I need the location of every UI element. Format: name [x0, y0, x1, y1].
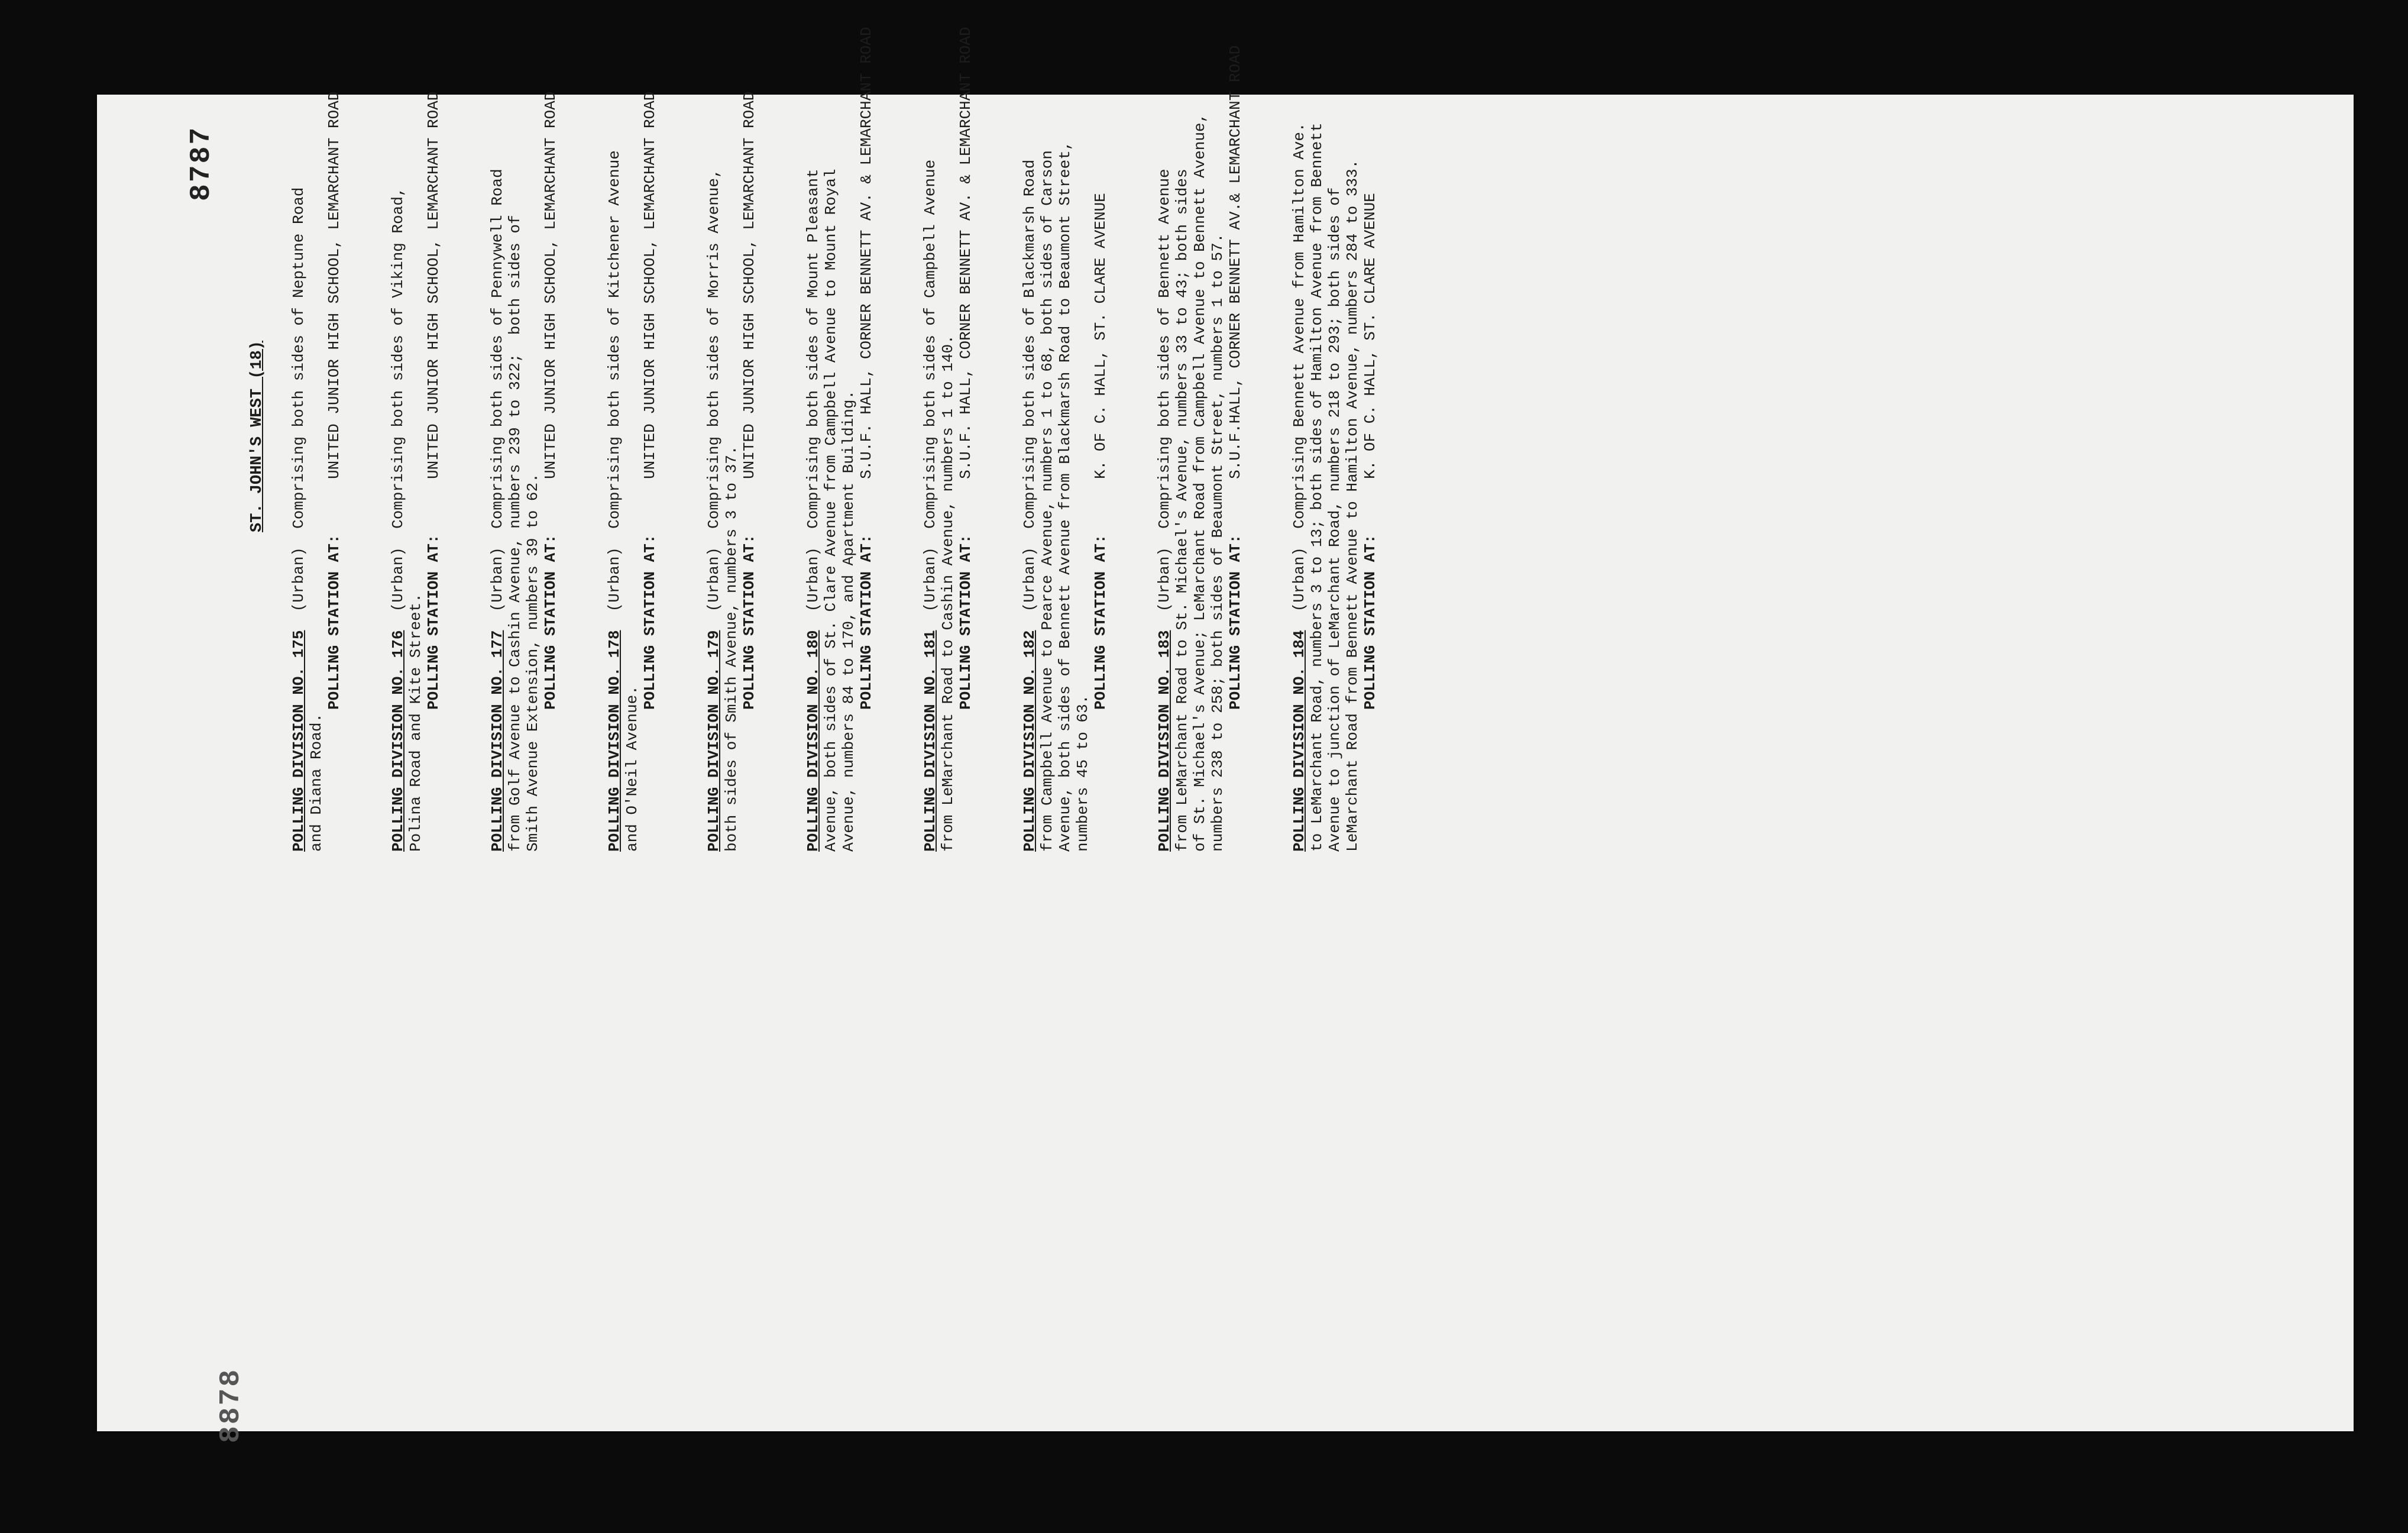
- division-description-line: of St. Michael's Avenue; LeMarchant Road from Campbell Avenue to Bennett Avenue,: [1191, 113, 1209, 852]
- division-number: POLLING DIVISION NO. 181: [921, 630, 939, 852]
- division-description-line: from Golf Avenue to Cashin Avenue, numbers 239 to 322; both sides of: [506, 215, 524, 852]
- entry-first-line: [705, 166, 723, 852]
- division-number: POLLING DIVISION NO. 182: [1021, 630, 1038, 852]
- division-description-line: (Urban) Comprising both sides of Mount Pleasant: [804, 169, 822, 612]
- polling-division-entry: [804, 27, 875, 970]
- division-description-line: both sides of Smith Avenue, numbers 3 to 37.: [723, 445, 740, 852]
- entry-first-line: [606, 150, 623, 852]
- polling-division-entry: [1021, 141, 1109, 970]
- polling-station-line: [1361, 166, 1379, 852]
- division-description-line: Avenue to junction of LeMarchant Road, numbers 218 to 293; both sides of: [1326, 187, 1344, 852]
- polling-division-entry: [1290, 122, 1379, 970]
- polling-station-label: POLLING STATION AT:: [641, 534, 659, 710]
- page-number-stamp: 8787: [186, 125, 218, 201]
- polling-station-line: [542, 91, 559, 852]
- polling-division-list: [290, 27, 1379, 970]
- polling-station-location: UNITED JUNIOR HIGH SCHOOL, LEMARCHANT ROAD: [740, 91, 758, 479]
- polling-station-location: S.U.F. HALL, CORNER BENNETT AV. & LEMARCHANT ROAD: [857, 27, 875, 479]
- polling-station-location: S.U.F.HALL, CORNER BENNETT AV.& LEMARCHANT ROAD: [1226, 45, 1244, 479]
- division-description-line: (Urban) Comprising both sides of Blackmarsh Road: [1021, 159, 1038, 612]
- division-number: POLLING DIVISION NO. 177: [488, 630, 506, 852]
- division-description-line: Avenue, both sides of St. Clare Avenue from Campbell Avenue to Mount Royal: [822, 169, 840, 852]
- division-description-line: (Urban) Comprising both sides of Kitchener Avenue: [606, 150, 623, 612]
- entry-first-line: [389, 166, 407, 852]
- division-description-line: (Urban) Comprising both sides of Campbell Avenue: [921, 159, 939, 612]
- polling-station-line: [957, 27, 975, 852]
- document-content: [248, 27, 1379, 970]
- polling-station-label: POLLING STATION AT:: [425, 534, 442, 710]
- division-description-line: numbers 45 to 63.: [1074, 694, 1092, 852]
- entry-first-line: [488, 166, 506, 852]
- division-description-line: Smith Avenue Extension, numbers 39 to 62.: [524, 473, 542, 852]
- entry-first-line: [804, 166, 822, 852]
- polling-station-line: [425, 91, 442, 852]
- division-number: POLLING DIVISION NO. 178: [606, 630, 623, 852]
- polling-division-entry: [606, 91, 659, 970]
- heading-title: ST. JOHN'S WEST: [248, 388, 266, 532]
- polling-division-entry: [705, 91, 758, 970]
- division-description-line: (Urban) Comprising both sides of Morris Avenue,: [705, 169, 723, 612]
- polling-station-label: POLLING STATION AT:: [957, 534, 975, 710]
- polling-station-label: POLLING STATION AT:: [325, 534, 343, 710]
- division-description-line: (Urban) Comprising both sides of Neptune Road: [290, 187, 308, 612]
- division-description-line: Avenue, both sides of Bennett Avenue from Blackmarsh Road to Beaumont Street,: [1056, 141, 1074, 852]
- polling-division-entry: [389, 91, 442, 970]
- polling-station-line: [740, 91, 758, 852]
- polling-station-location: UNITED JUNIOR HIGH SCHOOL, LEMARCHANT ROAD: [542, 91, 559, 479]
- polling-station-location: UNITED JUNIOR HIGH SCHOOL, LEMARCHANT ROAD: [325, 91, 343, 479]
- polling-division-entry: [290, 91, 343, 970]
- polling-station-location: UNITED JUNIOR HIGH SCHOOL, LEMARCHANT ROAD: [425, 91, 442, 479]
- polling-station-label: POLLING STATION AT:: [740, 534, 758, 710]
- entry-first-line: [290, 166, 308, 852]
- polling-station-location: K. OF C. HALL, ST. CLARE AVENUE: [1361, 193, 1379, 479]
- division-description-line: (Urban) Comprising both sides of Viking Road,: [389, 187, 407, 612]
- heading-number: (18): [248, 340, 266, 379]
- polling-station-line: [857, 27, 875, 852]
- polling-station-location: UNITED JUNIOR HIGH SCHOOL, LEMARCHANT ROAD: [641, 91, 659, 479]
- division-number: POLLING DIVISION NO. 179: [705, 630, 723, 852]
- division-description-line: Avenue, numbers 84 to 170, and Apartment Building.: [840, 390, 857, 852]
- division-description-line: numbers 238 to 258; both sides of Beaumont Street, numbers 1 to 57.: [1209, 233, 1226, 852]
- entry-first-line: [1021, 159, 1038, 852]
- division-description-line: from LeMarchant Road to St. Michael's Avenue, numbers 33 to 43; both sides: [1173, 169, 1191, 852]
- polling-station-label: POLLING STATION AT:: [542, 534, 559, 710]
- polling-division-entry: [921, 27, 975, 970]
- polling-division-entry: [1156, 45, 1244, 970]
- polling-station-line: [325, 91, 343, 852]
- polling-division-entry: [488, 91, 559, 970]
- rotated-text-block: [248, 27, 2259, 970]
- division-description-line: Polina Road and Kite Street.: [407, 593, 425, 852]
- entry-first-line: [1290, 122, 1308, 852]
- polling-station-location: S.U.F. HALL, CORNER BENNETT AV. & LEMARCHANT ROAD: [957, 27, 975, 479]
- entry-first-line: [1156, 166, 1173, 852]
- division-description-line: to LeMarchant Road, numbers 3 to 13; both sides of Hamilton Avenue from Bennett: [1308, 122, 1326, 852]
- division-number: POLLING DIVISION NO. 184: [1290, 630, 1308, 852]
- polling-station-line: [1092, 166, 1109, 852]
- polling-station-label: POLLING STATION AT:: [1092, 534, 1109, 710]
- polling-station-location: K. OF C. HALL, ST. CLARE AVENUE: [1092, 193, 1109, 479]
- polling-station-line: [641, 91, 659, 852]
- polling-station-label: POLLING STATION AT:: [1361, 534, 1379, 710]
- division-description-line: LeMarchant Road from Bennett Avenue to Hamilton Avenue, numbers 284 to 333.: [1344, 159, 1361, 852]
- polling-station-label: POLLING STATION AT:: [1226, 534, 1244, 710]
- division-description-line: from Campbell Avenue to Pearce Avenue, numbers 1 to 68, both sides of Carson: [1038, 150, 1056, 852]
- page-number-stamp-faint: 8878: [215, 1367, 247, 1443]
- polling-station-line: [1226, 45, 1244, 852]
- division-number: POLLING DIVISION NO. 175: [290, 630, 308, 852]
- division-description-line: and Diana Road.: [308, 713, 325, 852]
- division-number: POLLING DIVISION NO. 176: [389, 630, 407, 852]
- polling-station-label: POLLING STATION AT:: [857, 534, 875, 710]
- division-description-line: (Urban) Comprising both sides of Pennywell Road: [488, 169, 506, 612]
- division-number: POLLING DIVISION NO. 180: [804, 630, 822, 852]
- division-description-line: (Urban) Comprising Bennett Avenue from Hamilton Ave.: [1290, 122, 1308, 612]
- document-heading: [248, 166, 266, 532]
- division-description-line: (Urban) Comprising both sides of Bennett Avenue: [1156, 169, 1173, 612]
- entry-first-line: [921, 159, 939, 852]
- division-description-line: and O'Neil Avenue.: [623, 685, 641, 852]
- division-description-line: from LeMarchant Road to Cashin Avenue, numbers 1 to 140.: [939, 335, 957, 852]
- division-number: POLLING DIVISION NO. 183: [1156, 630, 1173, 852]
